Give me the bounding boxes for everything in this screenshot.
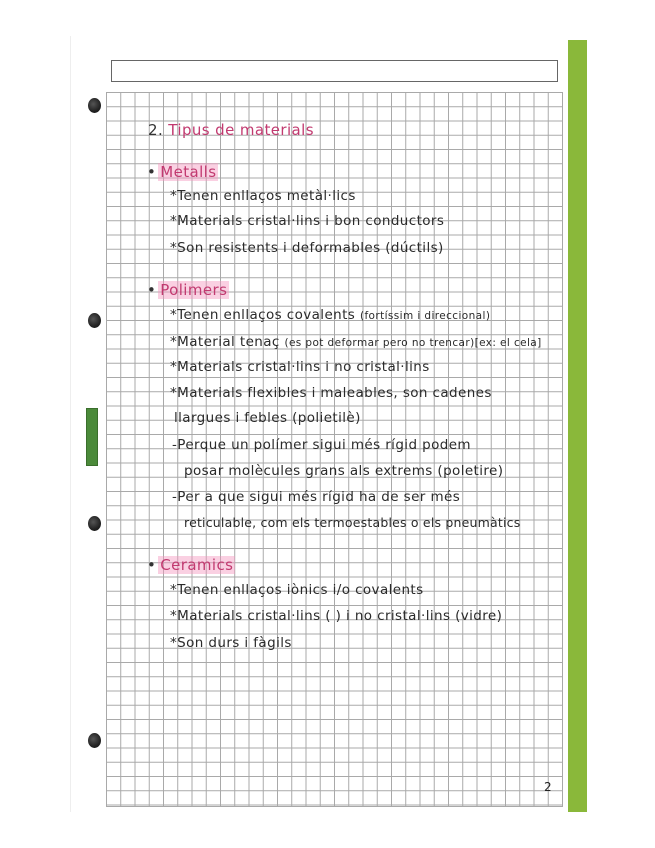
title-text: Tipus de materials	[168, 121, 314, 139]
polimers-line-8: -Per a que sigui més rígid ha de ser més	[172, 489, 461, 505]
header-box	[111, 60, 558, 82]
binder-hole	[88, 98, 101, 113]
ceramics-line-1: *Tenen enllaços iònics i/o covalents	[170, 582, 424, 598]
metalls-line-2: *Materials cristal·lins i bon conductors	[170, 213, 445, 229]
polimers-line-6: -Perque un polímer sigui més rígid podem	[172, 437, 471, 453]
polimers-line-5: llargues i febles (polietilè)	[174, 410, 361, 426]
section-heading-polimers: • Polimers	[147, 281, 228, 299]
brand-label	[86, 408, 98, 466]
polimers-line-7: posar molècules grans als extrems (poletire)	[184, 463, 504, 479]
green-margin-strip	[568, 40, 587, 812]
polimers-line-4: *Materials flexibles i maleables, son cadenes	[170, 385, 492, 401]
section-heading-metalls: • Metalls	[147, 163, 217, 181]
binder-hole	[88, 313, 101, 328]
binder-hole	[88, 516, 101, 531]
polimers-line-1: *Tenen enllaços covalents (fortíssim i direccional)	[170, 307, 491, 323]
metalls-line-1: *Tenen enllaços metàl·lics	[170, 188, 356, 204]
binder-hole	[88, 733, 101, 748]
page-number: 2	[544, 780, 552, 794]
section-heading-ceramics: • Ceramics	[147, 556, 234, 574]
metalls-line-3: *Son resistents i deformables (dúctils)	[170, 240, 444, 256]
polimers-line-3: *Materials cristal·lins i no cristal·lins	[170, 359, 430, 375]
polimers-line-9: reticulable, com els termoestables o els pneumàtics	[184, 515, 521, 530]
title-number: 2.	[148, 121, 164, 139]
polimers-line-2: *Material tenaç (es pot deformar pero no trencar)[ex: el cela]	[170, 334, 542, 350]
ceramics-line-2: *Materials cristal·lins ( ) i no cristal·lins (vidre)	[170, 608, 503, 624]
ceramics-line-3: *Son durs i fàgils	[170, 635, 292, 651]
page-title	[148, 121, 314, 139]
